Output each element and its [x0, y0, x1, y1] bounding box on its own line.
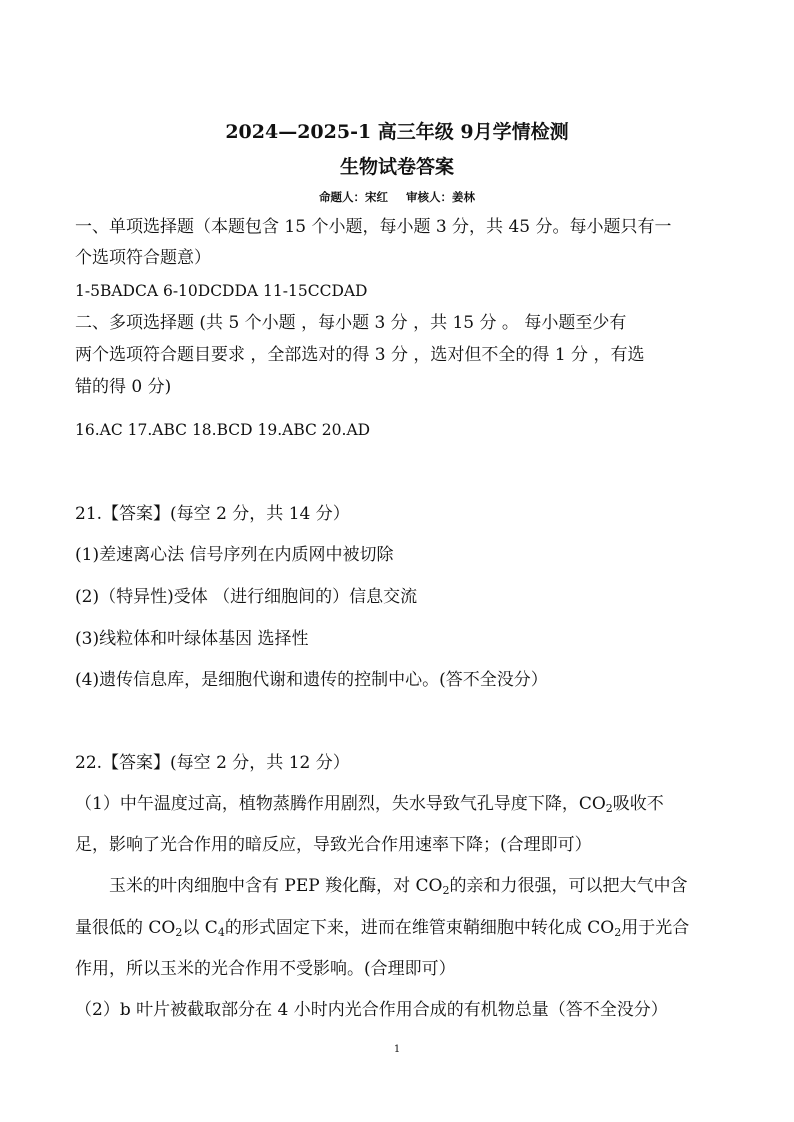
q22-para2-line2-text-a: 量很低的 CO — [75, 918, 176, 938]
co2-subscript: 2 — [175, 925, 183, 939]
section1-heading-line2: 个选项符合题意） — [75, 248, 211, 268]
page-number: 1 — [393, 1044, 401, 1055]
section1-heading-line1: 一、单项选择题（本题包含 15 个小题，每小题 3 分，共 45 分。每小题只有一 — [75, 217, 672, 237]
q21-heading: 21.【答案】(每空 2 分，共 14 分） — [75, 504, 350, 524]
q22-para2-line1-text-a: 玉米的叶肉细胞中含有 PEP 羧化酶，对 CO — [109, 876, 443, 896]
q22-para2-line1 — [109, 874, 687, 903]
q22-para2-line1-text-b: 的亲和力很强，可以把大气中含 — [449, 876, 688, 896]
q22-part1-line2: 足，影响了光合作用的暗反应，导致光合作用速率下降；(合理即可） — [75, 835, 592, 855]
q22-para2-line2-text-d: 用于光合 — [621, 918, 690, 938]
author-name: 命题人：宋红 — [318, 190, 388, 204]
q22-part1-line1 — [75, 792, 664, 821]
q22-para2-line2 — [75, 916, 689, 945]
q22-para2-line2-text-c: 的形式固定下来，进而在维管束鞘细胞中转化成 CO — [224, 918, 615, 938]
section2-answers: 16.AC 17.ABC 18.BCD 19.ABC 20.AD — [75, 421, 371, 439]
section1-answers: 1-5BADCA 6-10DCDDA 11-15CCDAD — [75, 282, 368, 300]
q22-para2-line3: 作用，所以玉米的光合作用不受影响。(合理即可） — [75, 959, 456, 979]
q22-para2-line2-text-b: 以 C — [182, 918, 218, 938]
q21-answer-4: (4)遗传信息库，是细胞代谢和遗传的控制中心。(答不全没分） — [75, 670, 548, 690]
q21-answer-2: (2)（特异性)受体 （进行细胞间的）信息交流 — [75, 587, 418, 607]
section2-heading-line2: 两个选项符合题目要求 ，全部选对的得 3 分 ，选对但不全的得 1 分 ，有选 — [75, 345, 645, 365]
author-line — [0, 189, 794, 205]
q22-part1-line1-text-a: （1）中午温度过高，植物蒸腾作用剧烈，失水导致气孔导度下降，CO — [75, 794, 606, 814]
section2-heading-line3: 错的得 0 分) — [75, 377, 172, 397]
exam-subtitle: 生物试卷答案 — [339, 156, 454, 178]
c4-subscript: 4 — [217, 925, 225, 939]
q22-part1-line1-text-b: 吸收不 — [612, 794, 664, 814]
exam-title: 2024—2025-1 高三年级 9月学情检测 — [225, 121, 569, 143]
co2-subscript: 2 — [442, 883, 450, 897]
co2-subscript: 2 — [614, 925, 622, 939]
q22-heading: 22.【答案】(每空 2 分，共 12 分） — [75, 753, 350, 773]
section2-heading-line1: 二、多项选择题 (共 5 个小题 ，每小题 3 分 ，共 15 分 。 每小题至少有 — [75, 313, 627, 333]
reviewer-name: 审核人：姜林 — [406, 190, 475, 204]
q21-answer-3: (3)线粒体和叶绿体基因 选择性 — [75, 629, 309, 649]
q22-part2: （2）b 叶片被截取部分在 4 小时内光合作用合成的有机物总量（答不全没分） — [75, 1000, 668, 1020]
co2-subscript: 2 — [605, 801, 613, 815]
q21-answer-1: (1)差速离心法 信号序列在内质网中被切除 — [75, 545, 394, 565]
